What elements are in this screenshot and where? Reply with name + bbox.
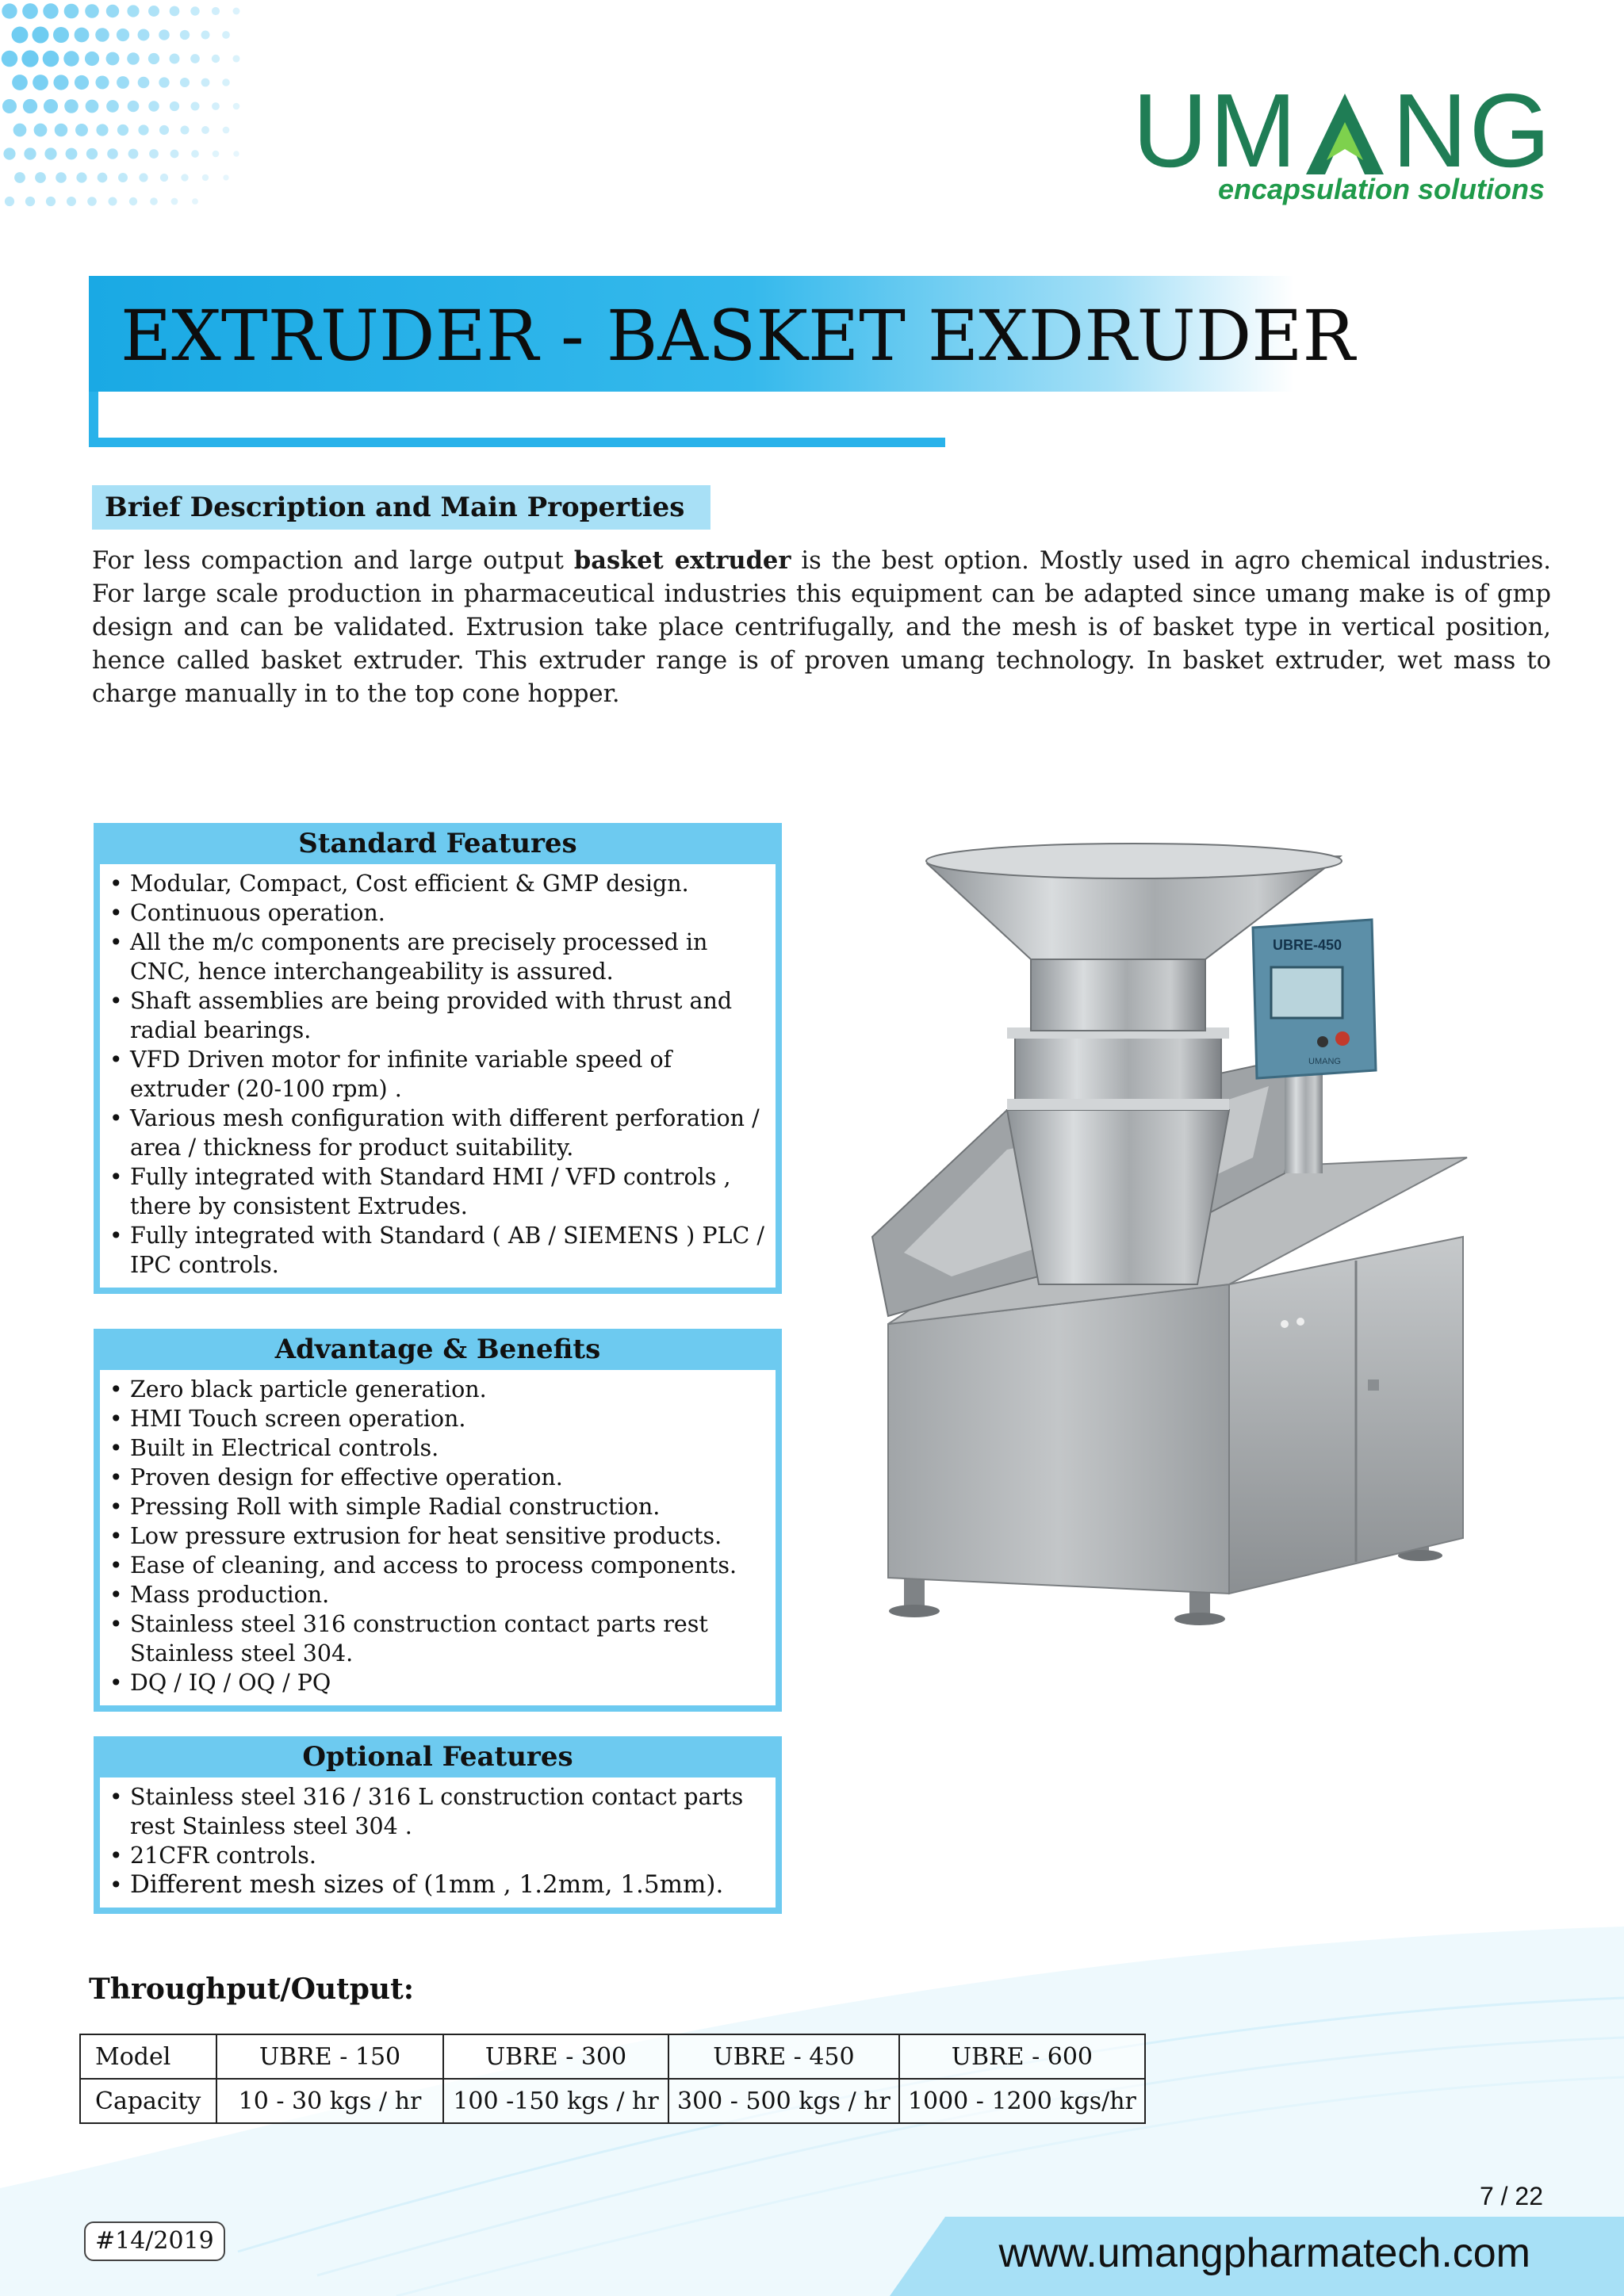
document-number: #14/2019: [84, 2221, 225, 2261]
decorative-dot: [159, 29, 170, 40]
decorative-dot: [85, 52, 99, 66]
title-banner: [89, 276, 1355, 392]
decorative-dot: [63, 51, 79, 66]
decorative-dot: [149, 149, 159, 159]
decorative-dot: [3, 147, 15, 159]
decorative-dot: [232, 55, 239, 62]
decorative-dot: [43, 51, 59, 67]
list-item: • Zero black particle generation.: [106, 1375, 768, 1404]
decorative-dot: [22, 3, 38, 19]
list-item: • Various mesh configuration with different perforation / area / thickness for product suitability.: [106, 1104, 768, 1162]
decorative-dot: [86, 100, 99, 113]
list-item: • Different mesh sizes of (1mm , 1.2mm, 1.5mm).: [106, 1870, 768, 1900]
list-item: • Modular, Compact, Cost efficient & GMP design.: [106, 869, 768, 898]
page-title: EXTRUDER - BASKET EXDRUDER: [121, 295, 1355, 377]
decorative-dot: [53, 75, 68, 90]
decorative-dot: [223, 174, 228, 180]
logo-a-mark-icon: [1301, 90, 1388, 178]
model-cell: UBRE - 150: [216, 2034, 443, 2079]
brief-description: [92, 544, 1551, 711]
decorative-dot: [96, 124, 108, 136]
decorative-dot: [117, 29, 129, 41]
brief-text-2: is the best option. Mostly used in agro chemical industries. For large scale production in pharmaceutical industries this equipment can be adapted since umang make is of gmp design and can be validated. Extrusion take place centrifugally, and the mesh is of basket type in vertical position, hence called basket extruder. This extruder range is of proven umang technology. In basket extruder, wet mass to charge manually in to the top cone hopper.: [92, 547, 1551, 708]
decorative-dot: [75, 28, 90, 43]
decorative-dot: [139, 173, 147, 182]
standard-features-list: [100, 864, 776, 1288]
decorative-dot: [213, 151, 220, 158]
decorative-dot: [12, 75, 28, 90]
decorative-dot: [13, 124, 27, 137]
decorative-dot: [192, 198, 198, 205]
panel-label: UBRE-450: [1273, 937, 1342, 953]
decorative-dot: [64, 99, 79, 113]
decorative-dot: [55, 124, 67, 136]
decorative-dot: [2, 51, 17, 67]
list-item: • DQ / IQ / OQ / PQ: [106, 1668, 768, 1697]
decorative-dot: [98, 173, 108, 183]
decorative-dot: [33, 75, 48, 90]
decorative-dot: [202, 174, 209, 181]
decorative-dot: [138, 77, 150, 89]
optional-features-box: [94, 1736, 782, 1914]
logo-tagline: encapsulation solutions: [1217, 173, 1545, 205]
decorative-dot: [191, 150, 199, 158]
decorative-dot: [148, 101, 159, 111]
decorative-dot: [148, 6, 159, 17]
list-item: • Stainless steel 316 / 316 L construction contact parts rest Stainless steel 304 .: [106, 1782, 768, 1841]
decorative-dot: [212, 7, 220, 15]
decorative-dot: [14, 172, 25, 183]
decorative-dot: [223, 127, 230, 134]
advantages-list: [100, 1370, 776, 1705]
list-item: • 21CFR controls.: [106, 1841, 768, 1870]
decorative-dot: [190, 101, 199, 110]
decorative-dot: [75, 75, 89, 90]
decorative-dot: [180, 125, 189, 134]
decorative-dot: [138, 29, 150, 41]
panel-brand: UMANG: [1308, 1057, 1341, 1066]
decorative-dot: [148, 53, 159, 64]
decorative-dot: [233, 151, 239, 156]
optional-features-heading: Optional Features: [94, 1736, 782, 1777]
decorative-dot: [106, 52, 120, 66]
capacity-cell: 300 - 500 kgs / hr: [668, 2079, 899, 2123]
decorative-dot: [106, 100, 119, 113]
list-item: • Proven design for effective operation.: [106, 1463, 768, 1492]
decorative-dot: [32, 26, 48, 43]
decorative-dot: [233, 103, 240, 110]
brand-logo: [1132, 72, 1553, 214]
decorative-dot: [160, 174, 168, 182]
decorative-dot: [64, 4, 79, 19]
basket-extruder-machine-image: [856, 840, 1483, 1625]
brief-heading: Brief Description and Main Properties: [105, 492, 685, 523]
optional-features-list: [100, 1777, 776, 1908]
brief-text-1: For less compaction and large output: [92, 547, 574, 575]
decorative-dot: [67, 197, 76, 206]
decorative-dot: [2, 3, 17, 18]
decorative-dot: [150, 197, 158, 205]
advantages-heading: Advantage & Benefits: [94, 1329, 782, 1370]
standard-features-heading: Standard Features: [94, 823, 782, 864]
decorative-dot: [180, 78, 190, 87]
decorative-dot: [21, 50, 38, 67]
table-row: [80, 2034, 1145, 2079]
decorative-dot: [171, 198, 178, 205]
decorative-dot: [159, 77, 169, 87]
decorative-dot: [201, 126, 209, 134]
model-cell: UBRE - 300: [443, 2034, 668, 2079]
decorative-dot: [34, 124, 48, 137]
decorative-dot: [170, 6, 180, 17]
capacity-cell: 10 - 30 kgs / hr: [216, 2079, 443, 2123]
list-item: • Continuous operation.: [106, 898, 768, 928]
decorative-dot: [127, 52, 140, 65]
decorative-dot: [35, 172, 46, 183]
decorative-dot: [87, 197, 97, 206]
advantages-box: [94, 1329, 782, 1712]
decorative-dot: [201, 30, 209, 39]
decorative-dot: [53, 27, 69, 43]
list-item: • Built in Electrical controls.: [106, 1433, 768, 1463]
decorative-dot: [108, 197, 117, 205]
decorative-dot: [138, 124, 148, 135]
decorative-dot: [44, 147, 56, 159]
title-underline: [89, 438, 945, 447]
decorative-dot: [129, 197, 137, 205]
throughput-heading: Throughput/Output:: [89, 1973, 415, 2006]
decorative-dot: [127, 5, 139, 17]
model-cell: UBRE - 600: [899, 2034, 1145, 2079]
decorative-dot: [170, 54, 180, 64]
decorative-dot: [117, 124, 128, 136]
list-item: • Ease of cleaning, and access to process components.: [106, 1551, 768, 1580]
decorative-dot: [86, 148, 98, 159]
list-item: • Low pressure extrusion for heat sensitive products.: [106, 1521, 768, 1551]
decorative-dot: [2, 99, 17, 113]
decorative-dot: [95, 75, 109, 89]
row-label-model: Model: [80, 2034, 216, 2079]
table-row: [80, 2079, 1145, 2123]
decorative-dot: [66, 148, 78, 160]
decorative-dot: [46, 197, 56, 206]
decorative-dot: [212, 55, 220, 63]
decorative-dot: [24, 147, 36, 159]
decorative-dot: [190, 54, 200, 63]
list-item: • All the m/c components are precisely processed in CNC, hence interchangeability is assured.: [106, 928, 768, 986]
decorative-dot: [170, 101, 179, 111]
decorative-dot: [180, 30, 190, 40]
capacity-cell: 100 -150 kgs / hr: [443, 2079, 668, 2123]
decorative-dot: [222, 78, 230, 86]
decorative-dot: [76, 172, 86, 182]
decorative-dot: [170, 150, 179, 159]
decorative-dot: [106, 5, 119, 17]
decorative-dot: [25, 197, 35, 206]
list-item: • Mass production.: [106, 1580, 768, 1609]
decorative-dot: [56, 172, 67, 183]
decorative-dot: [212, 102, 220, 110]
decorative-dot: [44, 99, 58, 113]
decorative-dot: [5, 197, 14, 206]
throughput-table: [79, 2034, 1146, 2124]
decorative-dot: [181, 174, 188, 181]
decorative-dot: [95, 28, 109, 41]
decorative-dot-pattern: [0, 0, 254, 222]
decorative-dot: [201, 78, 210, 87]
decorative-dot: [128, 101, 140, 113]
list-item: • Shaft assemblies are being provided with thrust and radial bearings.: [106, 986, 768, 1045]
list-item: • Stainless steel 316 construction contact parts rest Stainless steel 304.: [106, 1609, 768, 1668]
decorative-dot: [190, 6, 199, 15]
decorative-dot: [233, 8, 240, 15]
page-number: 7 / 22: [1479, 2182, 1543, 2210]
list-item: • Pressing Roll with simple Radial construction.: [106, 1492, 768, 1521]
decorative-dot: [23, 99, 37, 113]
decorative-dot: [222, 31, 230, 39]
decorative-dot: [117, 76, 129, 89]
decorative-dot: [43, 3, 58, 18]
decorative-dot: [159, 125, 169, 135]
decorative-dot: [12, 27, 29, 44]
list-item: • HMI Touch screen operation.: [106, 1404, 768, 1433]
list-item: • Fully integrated with Standard ( AB / SIEMENS ) PLC / IPC controls.: [106, 1221, 768, 1280]
capacity-cell: 1000 - 1200 kgs/hr: [899, 2079, 1145, 2123]
website-link[interactable]: www.umangpharmatech.com: [998, 2230, 1530, 2276]
standard-features-box: [94, 823, 782, 1294]
decorative-dot: [118, 173, 128, 182]
list-item: • VFD Driven motor for infinite variable speed of extruder (20-100 rpm) .: [106, 1045, 768, 1104]
decorative-dot: [85, 4, 99, 18]
model-cell: UBRE - 450: [668, 2034, 899, 2079]
logo-wordmark: UM NG: [1132, 72, 1553, 189]
brief-bold-term: basket extruder: [573, 546, 791, 575]
decorative-dot: [107, 148, 118, 159]
decorative-dot: [128, 149, 139, 159]
brief-heading-bar: [92, 485, 710, 530]
decorative-dot: [75, 124, 88, 136]
list-item: • Fully integrated with Standard HMI / VFD controls , there by consistent Extrudes.: [106, 1162, 768, 1221]
row-label-capacity: Capacity: [80, 2079, 216, 2123]
